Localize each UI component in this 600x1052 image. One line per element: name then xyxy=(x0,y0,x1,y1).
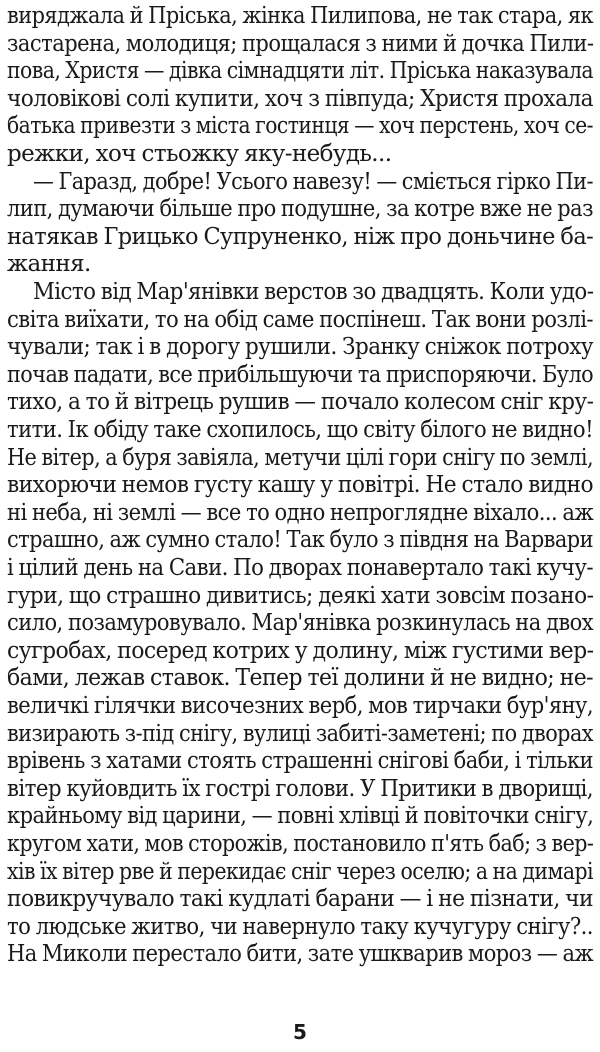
text-line: натякав Грицько Супруненко, ніж про доньчине ба- xyxy=(7,223,594,250)
text-line: — Гаразд, добре! Усього навезу! — сміється гірко Пи- xyxy=(33,168,593,195)
text-line: застарена, молодиця; прощалася з ними й дочка Пили- xyxy=(7,30,594,57)
text-line: тихо, а то й вітрець рушив — почало колесом сніг кру- xyxy=(7,389,594,416)
text-line: виряджала й Пріська, жінка Пилипова, не так стара, як xyxy=(7,3,593,29)
text-line: бами, лежав ставок. Тепер теї долини й не видно; не- xyxy=(7,665,593,692)
text-line: чували; так і в дорогу рушили. Зранку сніжок потроху xyxy=(7,334,593,361)
text-line: світа виїхати, то на обід саме поспінеш. Так вони розлі- xyxy=(7,306,593,333)
text-line: пова, Христя — дівка сімнадцяти літ. Пріська наказувала xyxy=(7,58,593,85)
page-number: 5 xyxy=(293,1020,307,1044)
text-line: то людське житво, чи навернуло таку кучугуру снігу?.. xyxy=(7,913,593,940)
text-line: вихорючи немов густу кашу у повітрі. Не стало видно xyxy=(7,472,593,499)
text-line: сугробах, посеред котрих у долину, між густими вер- xyxy=(7,637,594,664)
text-line: повикручувало такі кудлаті барани — і не пізнати, чи xyxy=(7,886,593,913)
text-line: жання. xyxy=(7,251,91,278)
text-line: лип, думаючи більше про подушне, за котре вже не раз xyxy=(7,196,593,223)
text-line: гури, що страшно дивитись; деякі хати зовсім позано- xyxy=(7,582,594,609)
text-line: крайньому від царини, — повні хлівці й повіточки снігу, xyxy=(7,803,594,830)
text-line: почав падати, все прибільшуючи та приспоряючи. Було xyxy=(7,361,594,388)
text-line: хів їх вітер рве й перекидає сніг через оселю; а на димарі xyxy=(7,858,593,885)
text-line: Місто від Мар'янівки верстов зо двадцять. Коли удо- xyxy=(33,279,594,305)
text-line: тити. Ік обіду таке схопилось, що світу білого не видно! xyxy=(7,417,593,443)
text-line: сило, позамуровувало. Мар'янівка розкинулась на двох xyxy=(7,610,593,637)
text-line: визирають з-під снігу, вулиці забиті-заметені; по дворах xyxy=(7,720,593,747)
text-line: врівень з хатами стоять страшенні снігові баби, і тільки xyxy=(7,748,593,775)
text-line: страшно, аж сумно стало! Так було з півдня на Варвари xyxy=(7,527,593,554)
text-line: і цілий день на Сави. По дворах понавертало такі кучу- xyxy=(7,555,593,581)
text-line: чоловікові солі купити, хоч з півпуда; Христя прохала xyxy=(7,85,593,112)
text-line: режки, хоч стьожку яку-небудь... xyxy=(7,141,392,167)
text-line: батька привезти з міста гостинця — хоч перстень, хоч се- xyxy=(7,113,593,140)
text-line: кругом хати, мов сторожів, постановило п'ять баб; з вер- xyxy=(7,831,594,857)
text-line: ні неба, ні землі — все то одно непроглядне віхало... аж xyxy=(7,499,594,526)
text-line: Не вітер, а буря завіяла, метучи цілі гори снігу по землі, xyxy=(7,444,593,471)
text-line: вітер куйовдить їх гострі голови. У Притики в дворищі, xyxy=(7,775,593,802)
text-line: величкі гілячки височезних верб, мов тирчаки бур'яну, xyxy=(7,693,593,719)
text-line: На Миколи перестало бити, зате ушкварив мороз — аж xyxy=(7,941,594,968)
